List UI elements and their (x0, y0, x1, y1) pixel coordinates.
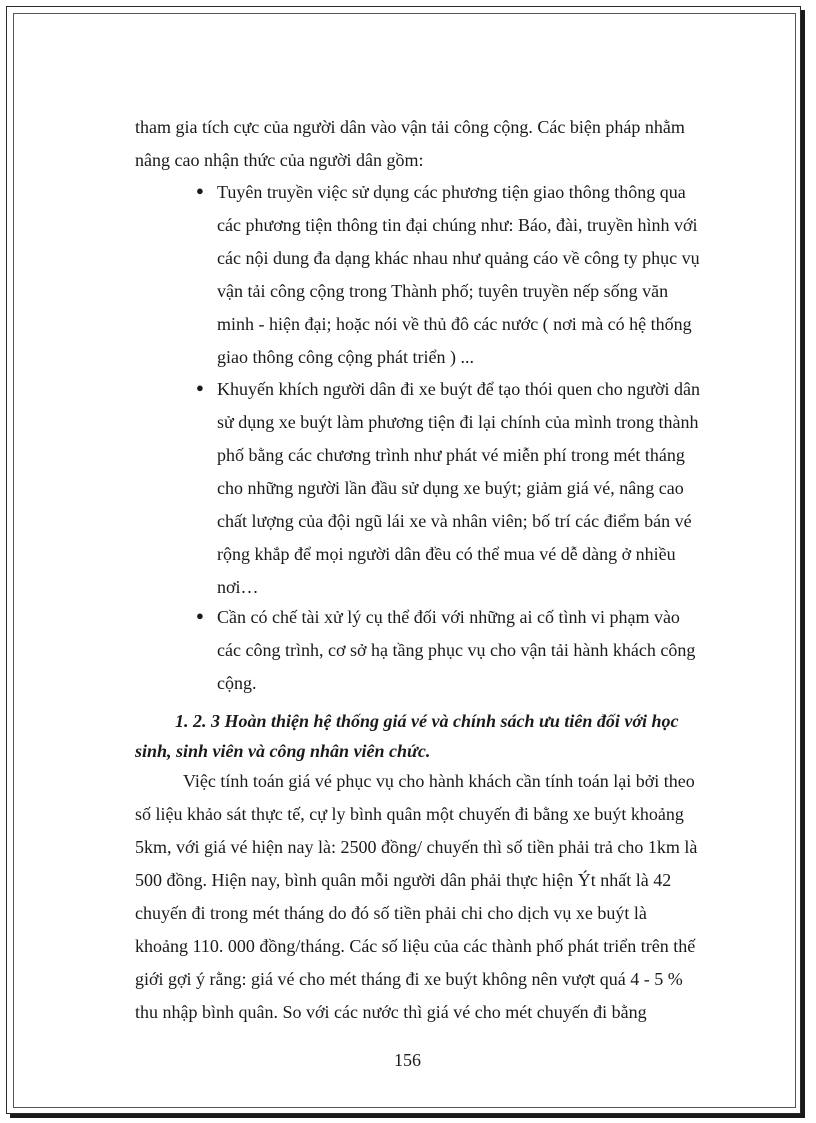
bullet-line: rộng khắp để mọi người dân đều có thể mua vé dễ dàng ở nhiều (217, 544, 676, 564)
paragraph-line: 500 đồng. Hiện nay, bình quân mỗi người dân phải thực hiện Ýt nhất là 42 (135, 870, 672, 890)
bullet-line: cho những người lần đầu sử dụng xe buýt; giảm giá vé, nâng cao (217, 478, 684, 498)
bullet-line: Khuyến khích người dân đi xe buýt để tạo thói quen cho người dân (217, 379, 700, 399)
bullet-line: các công trình, cơ sở hạ tầng phục vụ cho vận tải hành khách công (217, 640, 696, 660)
bullet-line: sử dụng xe buýt làm phương tiện đi lại chính của mình trong thành (217, 412, 699, 432)
bullet-line: minh - hiện đại; hoặc nói về thủ đô các nước ( nơi mà có hệ thống (217, 314, 692, 334)
paragraph-line: Việc tính toán giá vé phục vụ cho hành khách cần tính toán lại bởi theo (183, 771, 695, 791)
bullet-line: giao thông công cộng phát triển ) ... (217, 347, 474, 367)
bullet-icon: ● (196, 380, 204, 395)
intro-line: nâng cao nhận thức của người dân gồm: (135, 150, 424, 170)
section-heading: sinh, sinh viên và công nhân viên chức. (135, 741, 431, 761)
bullet-line: Tuyên truyền việc sử dụng các phương tiện giao thông thông qua (217, 182, 686, 202)
paragraph-line: chuyến đi trong mét tháng do đó số tiền phải chi cho dịch vụ xe buýt là (135, 903, 647, 923)
bullet-line: phố bằng các chương trình như phát vé miễn phí trong mét tháng (217, 445, 685, 465)
paragraph-line: số liệu khảo sát thực tế, cự ly bình quân một chuyến đi bằng xe buýt khoảng (135, 804, 684, 824)
paragraph-line: khoảng 110. 000 đồng/tháng. Các số liệu của các thành phố phát triển trên thế (135, 936, 696, 956)
page-number: 156 (394, 1050, 421, 1070)
paragraph-line: giới gợi ý rằng: giá vé cho mét tháng đi xe buýt không nên vượt quá 4 - 5 % (135, 969, 683, 989)
bullet-line: cộng. (217, 673, 257, 693)
bullet-line: các phương tiện thông tin đại chúng như: Báo, đài, truyền hình với (217, 215, 698, 235)
paragraph-line: 5km, với giá vé hiện nay là: 2500 đồng/ chuyến thì số tiền phải trả cho 1km là (135, 837, 698, 857)
bullet-line: các nội dung đa dạng khác nhau như quảng cáo về công ty phục vụ (217, 248, 700, 268)
bullet-line: Cần có chế tài xử lý cụ thể đối với những ai cố tình vi phạm vào (217, 607, 680, 627)
bullet-icon: ● (196, 183, 204, 198)
bullet-line: chất lượng của đội ngũ lái xe và nhân viên; bố trí các điểm bán vé (217, 511, 692, 531)
bullet-line: nơi… (217, 577, 259, 597)
bullet-icon: ● (196, 608, 204, 623)
intro-line: tham gia tích cực của người dân vào vận tải công cộng. Các biện pháp nhằm (135, 117, 685, 137)
section-heading: 1. 2. 3 Hoàn thiện hệ thống giá vé và chính sách ưu tiên đối với học (175, 711, 679, 731)
paragraph-line: thu nhập bình quân. So với các nước thì giá vé cho mét chuyến đi bằng (135, 1002, 647, 1022)
bullet-line: vận tải công cộng trong Thành phố; tuyên truyền nếp sống văn (217, 281, 669, 301)
